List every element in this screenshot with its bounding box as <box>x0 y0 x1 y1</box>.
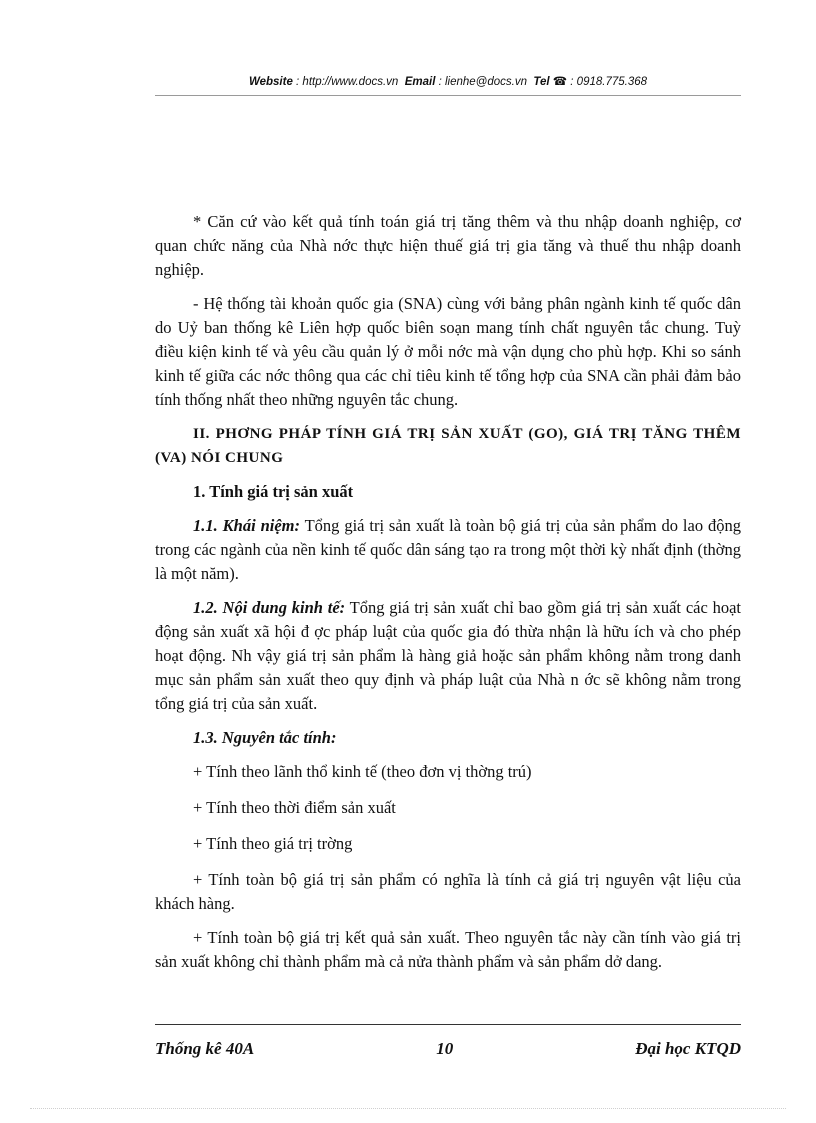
concept-text: Tổng giá trị sản xuất là toàn bộ giá trị của sản phẩm do lao động trong các ngành của nền kinh tế quốc dân sáng tạo ra trong một thời kỳ nhất định (thờng là một năm). <box>155 516 741 583</box>
paragraph-materials: + Tính toàn bộ giá trị sản phẩm có nghĩa là tính cả giá trị nguyên vật liệu của khách hàng. <box>155 870 741 913</box>
economic-content-label: 1.2. Nội dung kinh tế: <box>193 598 346 617</box>
subsection-title: 1. Tính giá trị sản xuất <box>193 482 354 501</box>
concept-label: 1.1. Khái niệm: <box>193 516 300 535</box>
page-header <box>155 74 741 96</box>
principles-title: 1.3. Nguyên tắc tính: <box>193 728 337 747</box>
principle-item: + Tính theo lãnh thổ kinh tế (theo đơn vị thờng trú) <box>193 762 532 781</box>
paragraph-concept <box>155 514 741 586</box>
document-body <box>155 210 741 984</box>
paragraph-results: + Tính toàn bộ giá trị kết quả sản xuất. Theo nguyên tắc này cần tính vào giá trị sản xuất không chỉ thành phẩm mà cả nửa thành phẩm và sản phẩm dở dang. <box>155 928 741 971</box>
website-label: Website <box>248 76 293 88</box>
principle-item: + Tính theo giá trị trờng <box>193 834 353 853</box>
page-number: 10 <box>436 1039 454 1058</box>
paragraph-sna: - Hệ thống tài khoản quốc gia (SNA) cùng với bảng phân ngành kinh tế quốc dân do Uỷ ban thống kê Liên hợp quốc biên soạn mang tính chất nguyên tắc chung. Tuỳ điều kiện kinh tế và yêu cầu quản lý ở mỗi nớc mà vận dụng cho phù hợp. Khi so sánh kinh tế giữa các nớc thông qua các chỉ tiêu kinh tế tổng hợp của SNA cần phải đảm bảo tính thống nhất theo những nguyên tắc chung. <box>155 294 741 409</box>
footer-university: Đại học KTQD <box>635 1039 741 1058</box>
tel-value: : 0918.775.368 <box>570 76 648 88</box>
section-heading: II. PHƠNG PHÁP TÍNH GIÁ TRỊ SẢN XUẤT (GO), GIÁ TRỊ TĂNG THÊM (VA) NÓI CHUNG <box>155 426 741 466</box>
paragraph-economic-content <box>155 596 741 716</box>
paragraph-tax: * Căn cứ vào kết quả tính toán giá trị tăng thêm và thu nhập doanh nghiệp, cơ quan chức năng của Nhà nớc thực hiện thuế giá trị gia tăng và thuế thu nhập doanh nghiệp. <box>155 212 741 279</box>
economic-content-text: Tổng giá trị sản xuất chỉ bao gồm giá trị sản xuất các hoạt động sản xuất xã hội đ ợc pháp luật của quốc gia đó thừa nhận là hữu ích và cho phép hoạt động. Nh vậy giá trị sản phẩm là hàng giả hoặc sản phẩm không nằm trong danh mục sản phẩm sản xuất theo quy định và pháp luật của Nhà n ớc sẽ không nằm trong tổng giá trị của sản xuất. <box>155 598 741 713</box>
footer-course: Thống kê 40A <box>155 1039 255 1058</box>
principle-item: + Tính theo thời điểm sản xuất <box>193 798 396 817</box>
email-label: Email <box>404 76 436 88</box>
website-value: : http://www.docs.vn <box>296 76 399 88</box>
page-footer <box>155 1024 741 1059</box>
tel-label: Tel ☎ <box>533 76 568 88</box>
page-bottom-divider <box>30 1108 786 1109</box>
email-value: : lienhe@docs.vn <box>438 76 527 88</box>
